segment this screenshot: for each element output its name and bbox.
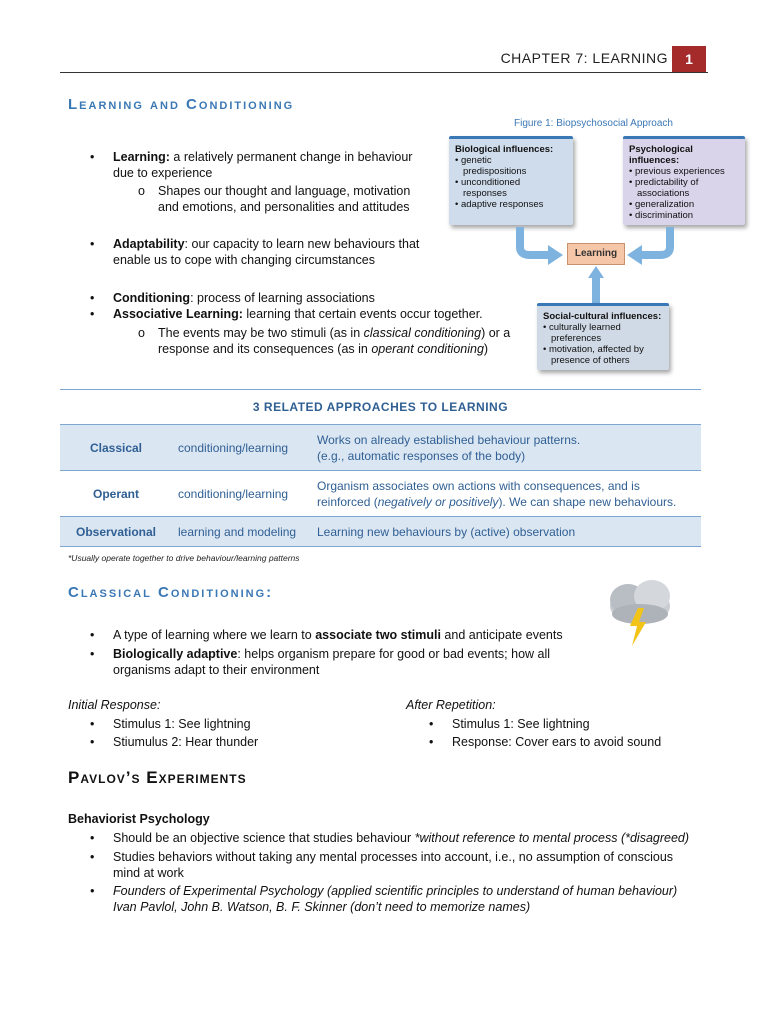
bio-item: • genetic [455,155,492,166]
section-title-classical: Classical Conditioning: [68,584,274,601]
row-name: Observational [60,517,172,547]
text: A type of learning where we learn to [113,628,316,642]
bullet-classical-1 [90,627,583,643]
biological-influences-box [449,136,573,225]
bullet-dot: • [90,237,95,251]
bullet-dot: • [90,647,95,661]
bullet-dot: • [90,717,95,731]
def-associative: learning that certain events occur together. [242,307,483,321]
approaches-table [60,424,701,547]
arrow-up-shaft [592,276,600,304]
term-associative: Associative Learning: [113,307,243,321]
bio-item: responses [463,188,507,199]
assoc-text-b: classical conditioning [363,326,482,340]
desc-part: reinforced ( [317,494,378,509]
social-title: Social-cultural influences: [543,311,662,322]
sub-marker: o [138,184,145,198]
text-bold: Biologically adaptive [113,647,238,661]
approaches-title: 3 RELATED APPROACHES TO LEARNING [252,400,509,414]
bio-item: • adaptive responses [455,199,544,210]
chapter-title: CHAPTER 7: LEARNING [500,50,668,66]
assoc-text-c: ) or a response and its consequences (as in [158,326,511,356]
table-note: *Usually operate together to drive behaviour/learning patterns [68,553,300,563]
arrowhead-left [548,245,563,265]
after-item [429,734,662,750]
initial-item [90,734,259,750]
bullet-dot: • [90,831,95,845]
text: Response: Cover ears to avoid sound [452,735,662,749]
arrow-left [520,227,550,255]
text: : helps organism prepare for good or bad events; how all organisms adapt to their environment [113,647,551,677]
initial-item [90,716,251,732]
text-italic: *without reference to mental process (*disagreed) [414,831,690,845]
bullet-adaptability [90,236,443,268]
text: Founders of Experimental Psychology (applied scientific principles to understand of human behaviour) [113,884,678,898]
term-learning: Learning: [113,150,170,164]
section-title-pavlov: Pavlov’s Experiments [68,768,247,787]
text: Ivan Pavlol, John B. Watson, B. F. Skinner (don’t need to memorize names) [113,900,531,914]
social-cultural-influences-box [537,303,669,370]
text-bold: associate two stimuli [315,628,441,642]
social-item: • culturally learned [543,322,621,333]
text: Studies behaviors without taking any mental processes into account, i.e., no assumption of conscious mind at work [113,850,674,880]
bio-title: Biological influences: [455,144,554,155]
bio-item: • unconditioned [455,177,521,188]
sub-marker: o [138,326,145,340]
after-repetition-label: After Repetition: [406,698,496,712]
table-row [60,471,701,517]
row-type: learning and modeling [172,517,311,547]
bullet-pavlov-3 [90,883,713,915]
page-number: 1 [672,46,706,72]
psych-title: Psychological influences: [629,144,693,166]
social-item: • motivation, affected by [543,344,644,355]
bullet-pavlov-1 [90,830,713,846]
learning-center-box: Learning [567,243,625,265]
figure-caption: Figure 1: Biopsychosocial Approach [514,118,673,129]
bullet-dot: • [90,150,95,164]
initial-response-label: Initial Response: [68,698,161,712]
bullet-dot: • [90,307,95,321]
text: Stiumulus 2: Hear thunder [113,735,259,749]
sub-bullet-learning [138,183,423,215]
after-item [429,716,590,732]
bullet-dot: • [429,717,434,731]
term-adaptability: Adaptability [113,237,185,251]
bullet-dot: • [429,735,434,749]
text: Stimulus 1: See lightning [113,717,251,731]
bullet-dot: • [90,291,95,305]
bullet-classical-2 [90,646,563,678]
def-learning: a relatively permanent change in behaviour due to experience [113,150,413,180]
bullet-pavlov-2 [90,849,703,881]
assoc-text-e: ) [483,342,489,356]
behaviorist-subhead: Behaviorist Psychology [68,812,210,826]
def-conditioning: : process of learning associations [190,291,375,305]
arrowhead-right [627,245,642,265]
desc-line: (e.g., automatic responses of the body) [317,448,526,463]
row-desc: Learning new behaviours by (active) observation [311,517,701,547]
row-type: conditioning/learning [178,486,289,501]
assoc-text-d: operant conditioning [371,342,484,356]
bullet-learning [90,149,423,181]
row-name: Classical [60,425,172,471]
header-rule [60,72,708,73]
bullet-dot: • [90,628,95,642]
psych-item: • generalization [629,199,695,210]
storm-cloud-icon [600,570,680,650]
desc-line: Organism associates own actions with consequences, and is [317,478,640,493]
psych-item: • predictability of [629,177,699,188]
section-title-learning: Learning and Conditioning [68,96,295,113]
desc-line: Works on already established behaviour patterns. [317,432,581,447]
bio-item: predispositions [463,166,527,177]
psychological-influences-box [623,136,745,225]
arrowhead-up [588,266,604,278]
table-row [60,517,701,547]
bullet-dot: • [90,850,95,864]
term-conditioning: Conditioning [113,291,191,305]
sub-bullet-associative [138,325,523,357]
row-desc [311,425,701,471]
bullet-dot: • [90,884,95,898]
social-item: presence of others [551,355,630,366]
bullet-dot: • [90,735,95,749]
assoc-text-a: The events may be two stimuli (as in [158,326,364,340]
text: Stimulus 1: See lightning [452,717,590,731]
psych-item: • discrimination [629,210,694,221]
arrow-up [588,264,604,304]
row-name: Operant [92,486,139,501]
bullet-associative [90,306,523,322]
desc-line [317,494,695,510]
table-top-rule [60,389,701,390]
psych-item: associations [637,188,690,199]
social-item: preferences [551,333,602,344]
psych-item: • previous experiences [629,166,725,177]
text: Should be an objective science that studies behaviour [113,831,415,845]
arrow-right [640,227,670,255]
def-adaptability: : our capacity to learn new behaviours that enable us to cope with changing circumstances [113,237,420,267]
bullet-conditioning [90,290,513,306]
desc-part: negatively or positively [377,494,499,509]
desc-part: ). We can shape new behaviours. [498,494,677,509]
row-desc [311,471,701,517]
sub-learning-text: Shapes our thought and language, motivation and emotions, and personalities and attitudes [158,184,411,214]
text: and anticipate events [440,628,563,642]
table-row [60,425,701,471]
row-type: conditioning/learning [172,425,311,471]
